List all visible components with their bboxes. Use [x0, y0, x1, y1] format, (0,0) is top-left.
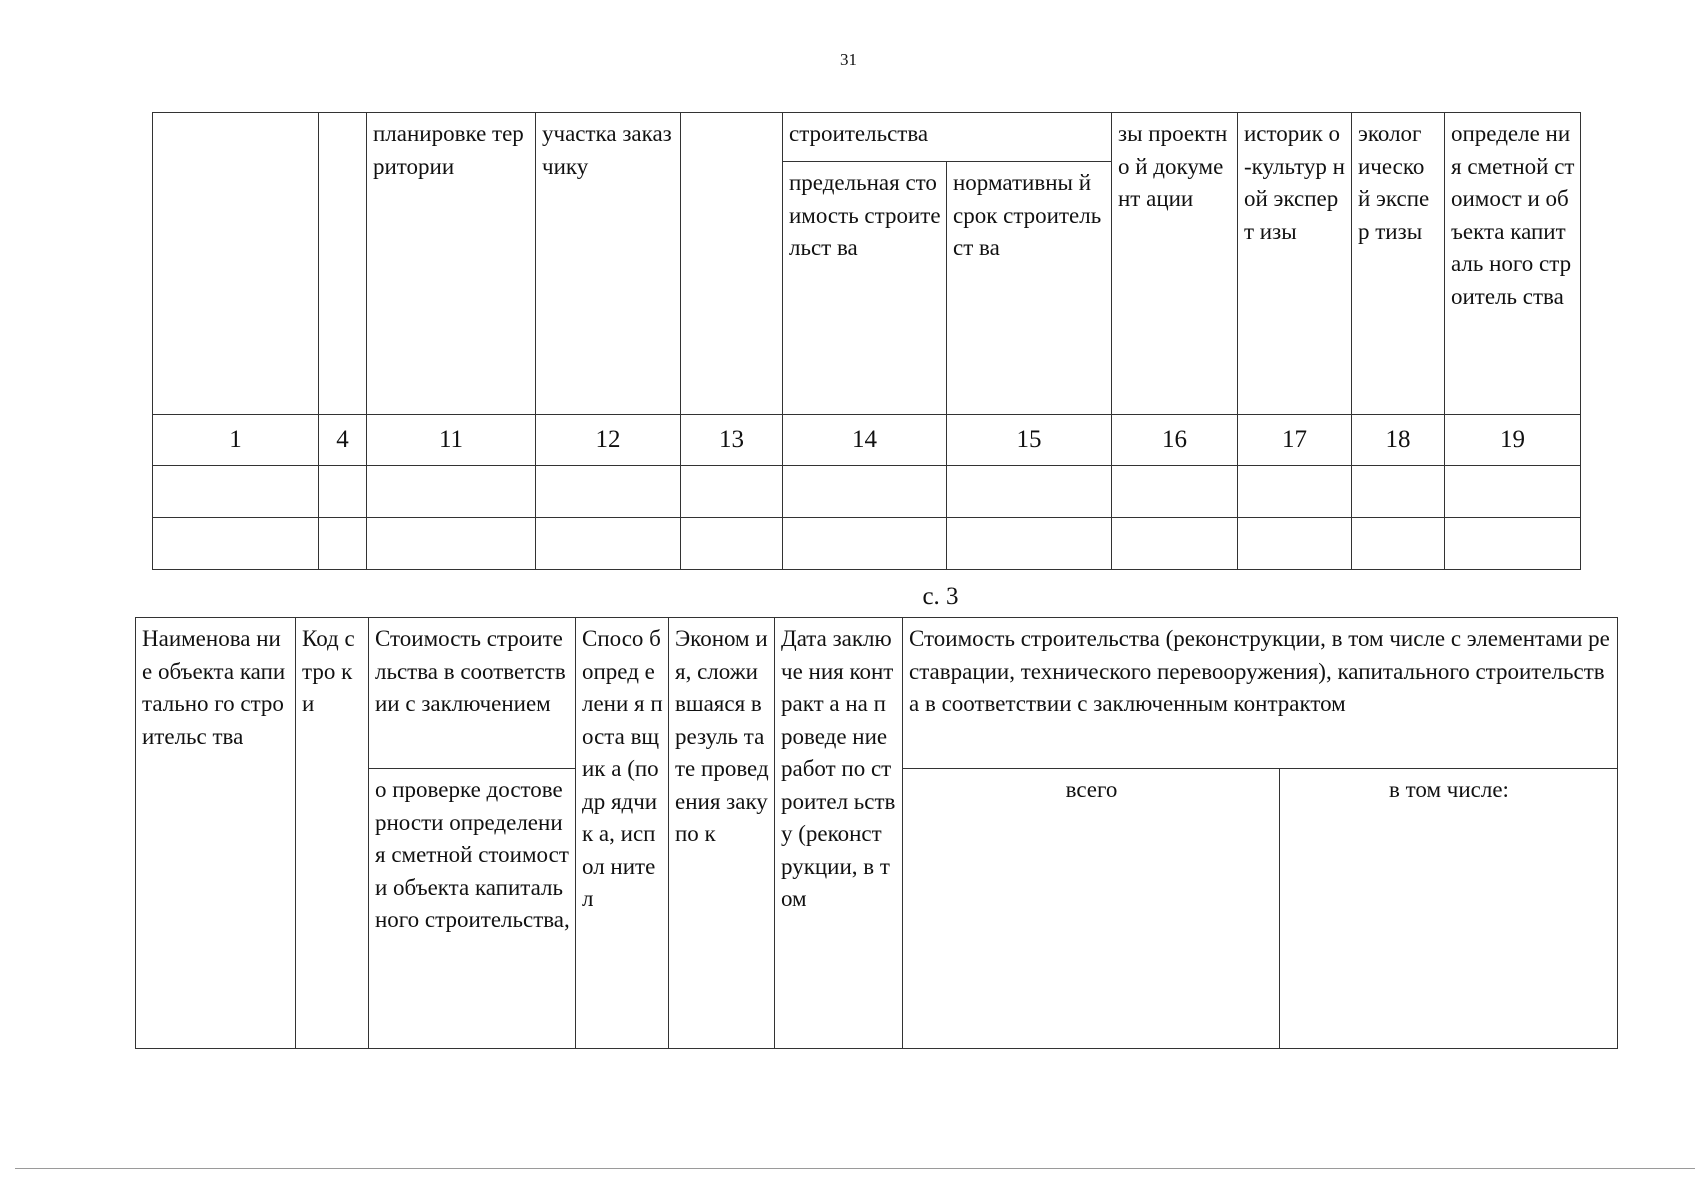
- header-cell-col15: нормативны й срок строительст ва: [947, 162, 1112, 415]
- header-cell-object-name: Наименова ние объекта капитально го строительс тва: [136, 618, 296, 1049]
- column-number: 11: [367, 415, 536, 466]
- header-cell-total: всего: [903, 769, 1280, 1049]
- empty-cell: [1238, 466, 1352, 518]
- column-number: 19: [1445, 415, 1581, 466]
- header-cell-col19: определе ния сметной стоимост и объекта капиталь ного строитель ства: [1445, 113, 1581, 415]
- empty-cell: [1112, 466, 1238, 518]
- empty-cell: [1112, 518, 1238, 570]
- empty-cell: [681, 518, 783, 570]
- column-number: 18: [1352, 415, 1445, 466]
- header-cell-economy: Эконом ия, сложи вшаяся в резуль тате провед ения закупо к: [669, 618, 775, 1049]
- column-number: 15: [947, 415, 1112, 466]
- header-cell-col16: зы проектно й документ ации: [1112, 113, 1238, 415]
- table-row: [153, 466, 1581, 518]
- header-cell-contract-date: Дата заключе ния контракт а на проведе ние работ по строител ьству (реконст рукции, в том: [775, 618, 903, 1049]
- empty-cell: [783, 518, 947, 570]
- header-cell-group-14-15: строительства: [783, 113, 1112, 162]
- empty-cell: [153, 518, 319, 570]
- header-cell-col13: [681, 113, 783, 415]
- header-cell-col4: [319, 113, 367, 415]
- header-cell-col11: планировке территории: [367, 113, 536, 415]
- empty-cell: [367, 518, 536, 570]
- column-number: 12: [536, 415, 681, 466]
- header-cell-contract-cost: Стоимость строительства (реконструкции, в том числе с элементами реставрации, технического перевооружения), капитального строительства в соответствии с заключенным контрактом: [903, 618, 1618, 769]
- header-cell-cost-conclusion: Стоимость строительства в соответствии с заключением: [369, 618, 576, 769]
- empty-cell: [947, 518, 1112, 570]
- empty-cell: [153, 466, 319, 518]
- empty-cell: [1445, 518, 1581, 570]
- page-bottom-rule: [15, 1168, 1695, 1169]
- header-cell-col1: [153, 113, 319, 415]
- header-cell-row-code: Код стро ки: [296, 618, 369, 1049]
- empty-cell: [1352, 466, 1445, 518]
- header-cell-col18: эколог ическо й экспер тизы: [1352, 113, 1445, 415]
- empty-cell: [319, 466, 367, 518]
- top-table: [152, 112, 1581, 570]
- empty-cell: [1445, 466, 1581, 518]
- empty-cell: [681, 466, 783, 518]
- bottom-table: [135, 617, 1618, 1049]
- column-number: 17: [1238, 415, 1352, 466]
- column-number: 16: [1112, 415, 1238, 466]
- column-number: 13: [681, 415, 783, 466]
- empty-cell: [783, 466, 947, 518]
- header-cell-col17: историк о-культур ной эксперт изы: [1238, 113, 1352, 415]
- empty-cell: [367, 466, 536, 518]
- empty-cell: [947, 466, 1112, 518]
- empty-cell: [536, 518, 681, 570]
- header-cell-col12: участка заказчику: [536, 113, 681, 415]
- column-number: 1: [153, 415, 319, 466]
- section-label: с. 3: [922, 583, 959, 610]
- column-number: 4: [319, 415, 367, 466]
- empty-cell: [319, 518, 367, 570]
- header-cell-col14: предельная стоимость строительст ва: [783, 162, 947, 415]
- header-cell-cost-verification: о проверке достоверности определения сметной стоимости объекта капитального строительства,: [369, 769, 576, 1049]
- column-number: 14: [783, 415, 947, 466]
- table-row: [153, 518, 1581, 570]
- header-cell-including: в том числе:: [1280, 769, 1618, 1049]
- empty-cell: [1352, 518, 1445, 570]
- header-cell-supplier-method: Спосо б опред елени я поста вщик а (подр ядчик а, испол нител: [576, 618, 669, 1049]
- empty-cell: [1238, 518, 1352, 570]
- empty-cell: [536, 466, 681, 518]
- page-number: 31: [840, 50, 857, 69]
